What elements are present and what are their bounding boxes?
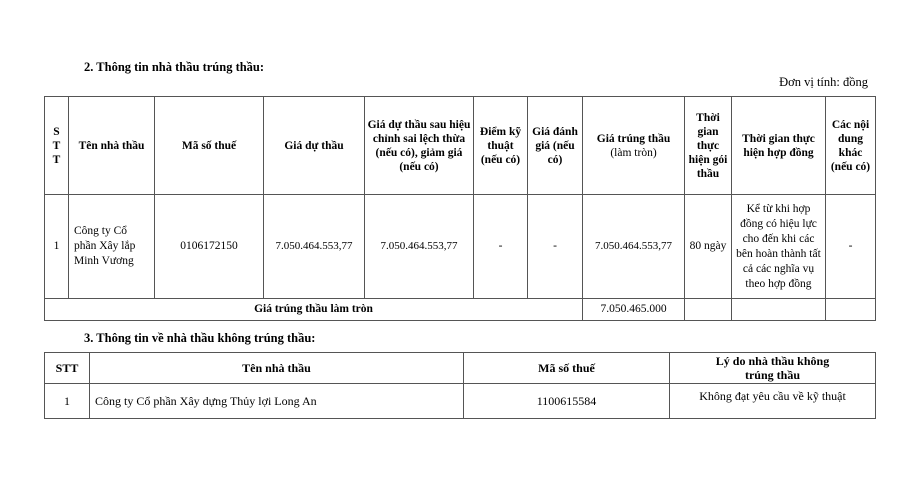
- cell-stt: 1: [45, 195, 69, 299]
- total-value: 7.050.465.000: [583, 299, 685, 321]
- cell-stt: 1: [45, 384, 90, 419]
- currency-unit-note: Đơn vị tính: đồng: [779, 75, 868, 89]
- table-header-row: [45, 353, 876, 384]
- header-package-time: Thời gian thực hiện gói thầu: [685, 97, 732, 195]
- header-stt: STT: [45, 353, 90, 384]
- winning-bidder-table: [44, 96, 876, 321]
- total-empty-cell: [732, 299, 826, 321]
- header-winning-price: [583, 97, 685, 195]
- total-empty-cell: [685, 299, 732, 321]
- header-bid-price: Giá dự thầu: [264, 97, 365, 195]
- header-evaluated-price: Giá đánh giá (nếu có): [528, 97, 583, 195]
- table-header-row: [45, 97, 876, 195]
- header-adjusted-price: Giá dự thầu sau hiệu chỉnh sai lệch thừa (nếu có), giảm giá (nếu có): [365, 97, 474, 195]
- cell-bid-price: 7.050.464.553,77: [264, 195, 365, 299]
- cell-evaluated-price: -: [528, 195, 583, 299]
- header-contract-time: Thời gian thực hiện hợp đồng: [732, 97, 826, 195]
- section-3-heading: 3. Thông tin về nhà thầu không trúng thầu:: [84, 331, 316, 345]
- cell-tax-code: 1100615584: [464, 384, 670, 419]
- header-stt: S T T: [45, 97, 69, 195]
- header-technical-score: Điểm kỹ thuật (nếu có): [474, 97, 528, 195]
- header-other-content: Các nội dung khác (nếu có): [826, 97, 876, 195]
- cell-adjusted-price: 7.050.464.553,77: [365, 195, 474, 299]
- cell-tax-code: 0106172150: [155, 195, 264, 299]
- header-winning-price-label: Giá trúng thầu: [596, 132, 671, 145]
- header-reason: Lý do nhà thầu không trúng thầu: [670, 353, 876, 384]
- cell-bidder-name: Công ty Cổ phần Xây lắp Minh Vương: [69, 195, 155, 299]
- total-empty-cell: [826, 299, 876, 321]
- cell-winning-price: 7.050.464.553,77: [583, 195, 685, 299]
- cell-technical-score: -: [474, 195, 528, 299]
- cell-reason: Không đạt yêu cầu về kỹ thuật: [670, 384, 876, 419]
- header-bidder-name: Tên nhà thầu: [90, 353, 464, 384]
- losing-bidder-table: [44, 352, 876, 419]
- cell-package-time: 80 ngày: [685, 195, 732, 299]
- header-bidder-name: Tên nhà thầu: [69, 97, 155, 195]
- total-label: Giá trúng thầu làm tròn: [45, 299, 583, 321]
- cell-contract-time: Kể từ khi hợp đồng có hiệu lực cho đến khi các bên hoàn thành tất cả các nghĩa vụ theo hợp đồng: [732, 195, 826, 299]
- total-row: [45, 299, 876, 321]
- section-2-heading: 2. Thông tin nhà thầu trúng thầu:: [84, 60, 265, 74]
- table-row: [45, 384, 876, 419]
- cell-other-content: -: [826, 195, 876, 299]
- cell-bidder-name: Công ty Cổ phần Xây dựng Thủy lợi Long An: [90, 384, 464, 419]
- table-row: [45, 195, 876, 299]
- header-winning-price-sub: (làm tròn): [610, 146, 657, 159]
- header-tax-code: Mã số thuế: [464, 353, 670, 384]
- header-tax-code: Mã số thuế: [155, 97, 264, 195]
